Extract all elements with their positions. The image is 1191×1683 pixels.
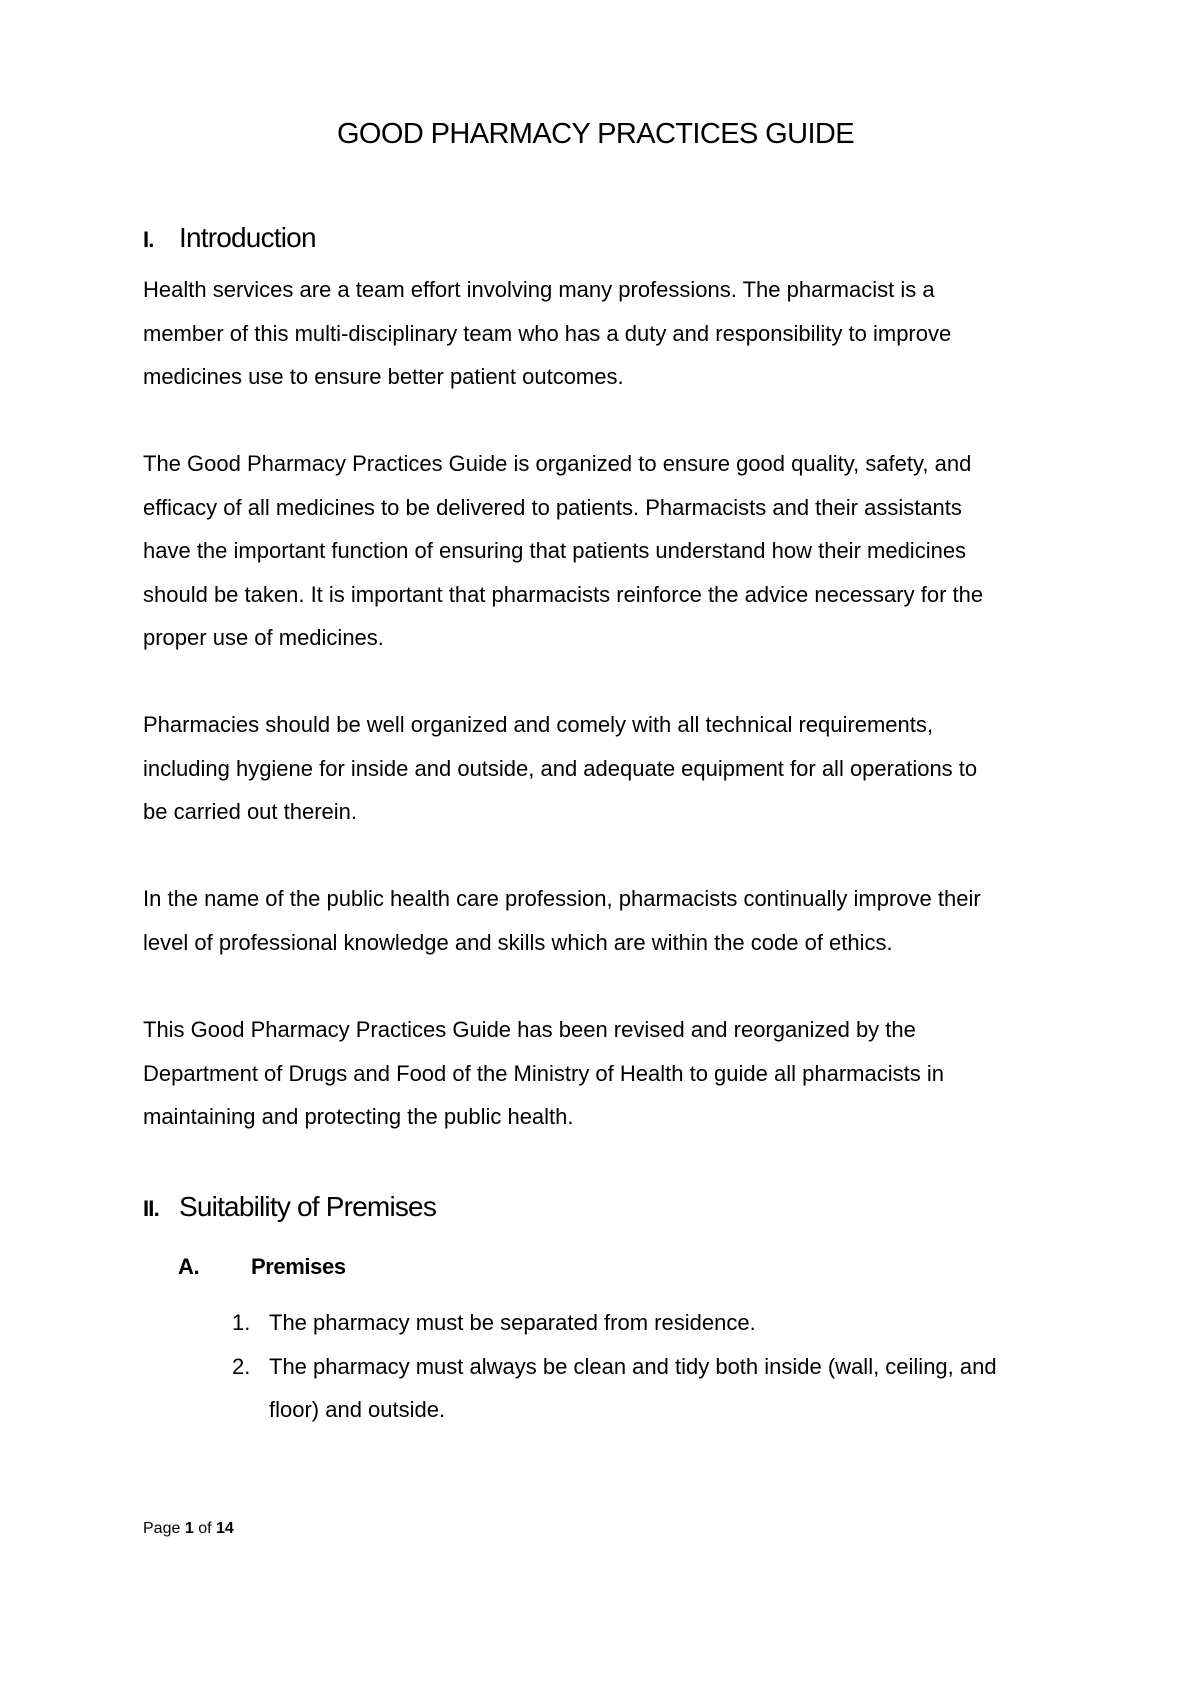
list-item xyxy=(228,1345,997,1432)
section-title: Suitability of Premises xyxy=(179,1191,437,1222)
text-line: The pharmacy must always be clean and tidy both inside (wall, ceiling, and xyxy=(269,1353,997,1379)
text-line: member of this multi-disciplinary team who has a duty and responsibility to improve xyxy=(143,320,952,346)
current-page: 1 xyxy=(184,1520,194,1537)
text-line: maintaining and protecting the public health. xyxy=(143,1104,574,1129)
text-line: The pharmacy must be separated from residence. xyxy=(269,1310,756,1335)
intro-paragraph-4 xyxy=(143,877,1093,964)
subsection-heading-premises xyxy=(178,1254,346,1280)
total-pages: 14 xyxy=(215,1520,234,1537)
text-line: including hygiene for inside and outside, and adequate equipment for all operations to xyxy=(143,755,978,781)
intro-paragraph-2 xyxy=(143,442,1093,660)
list-marker: 1. xyxy=(232,1310,251,1335)
text-line: floor) and outside. xyxy=(269,1397,446,1422)
premises-list xyxy=(228,1301,997,1432)
text-line: Health services are a team effort involving many professions. The pharmacist is a xyxy=(143,277,935,302)
intro-paragraph-3 xyxy=(143,703,1093,834)
text-line: In the name of the public health care profession, pharmacists continually improve their xyxy=(143,886,981,911)
page-prefix: Page xyxy=(143,1520,181,1537)
section-number: II. xyxy=(143,1196,159,1221)
page-number-footer xyxy=(143,1520,234,1538)
text-line: medicines use to ensure better patient outcomes. xyxy=(143,364,624,389)
text-line: The Good Pharmacy Practices Guide is organized to ensure good quality, safety, and xyxy=(143,451,972,476)
text-line: be carried out therein. xyxy=(143,799,358,824)
section-title: Introduction xyxy=(179,222,316,253)
subsection-letter: A. xyxy=(178,1254,200,1279)
text-line: Department of Drugs and Food of the Ministry of Health to guide all pharmacists in xyxy=(143,1060,944,1086)
text-line: have the important function of ensuring that patients understand how their medicines xyxy=(143,538,967,563)
text-line: proper use of medicines. xyxy=(143,625,384,650)
document-title: GOOD PHARMACY PRACTICES GUIDE xyxy=(336,118,855,150)
list-item xyxy=(228,1301,997,1345)
section-number: I. xyxy=(143,227,154,252)
list-marker: 2. xyxy=(232,1353,251,1379)
intro-paragraph-5 xyxy=(143,1008,1093,1139)
page-of: of xyxy=(198,1520,212,1537)
subsection-title: Premises xyxy=(251,1254,346,1279)
text-line: should be taken. It is important that pharmacists reinforce the advice necessary for the xyxy=(143,581,984,607)
text-line: efficacy of all medicines to be delivered to patients. Pharmacists and their assistants xyxy=(143,494,962,520)
text-line: This Good Pharmacy Practices Guide has been revised and reorganized by the xyxy=(143,1017,916,1042)
text-line: level of professional knowledge and skills which are within the code of ethics. xyxy=(143,929,893,955)
section-heading-suitability-of-premises xyxy=(143,1191,436,1223)
text-line: Pharmacies should be well organized and comely with all technical requirements, xyxy=(143,712,933,737)
intro-paragraph-1 xyxy=(143,268,1093,399)
section-heading-introduction xyxy=(143,222,316,254)
